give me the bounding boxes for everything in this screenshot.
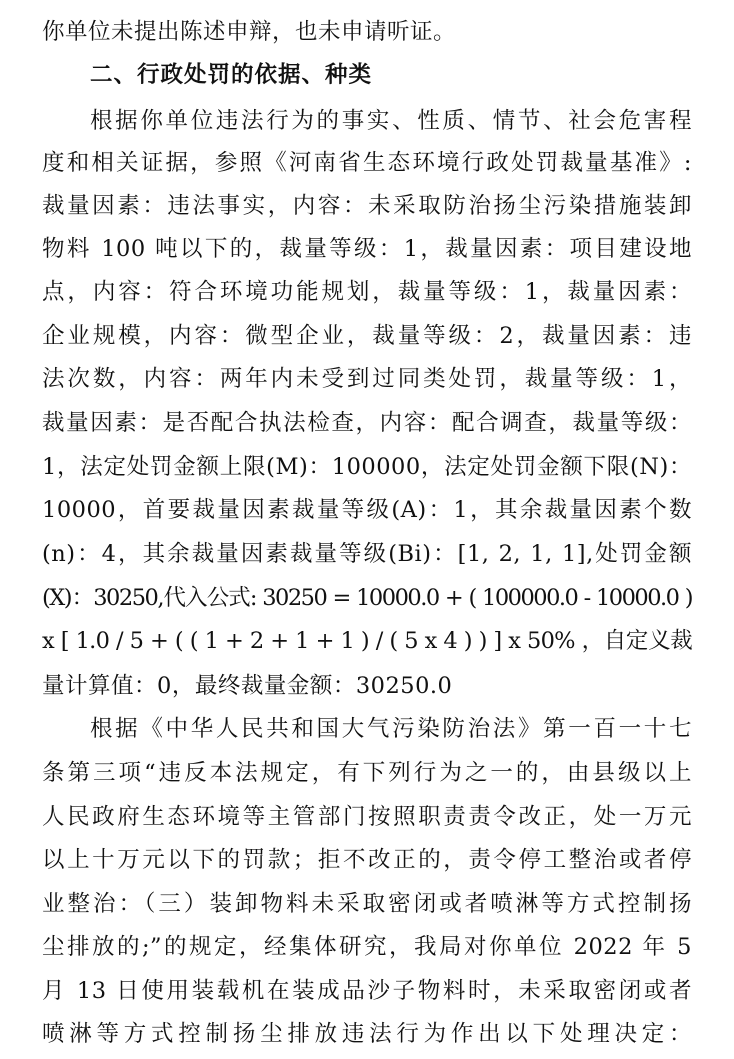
paragraph-line: 1，法定处罚金额上限(M)：100000，法定处罚金额下限(N)： <box>42 454 692 480</box>
paragraph-line: 度和相关证据，参照《河南省生态环境行政处罚裁量基准》: <box>42 150 692 176</box>
paragraph-line: 根据你单位违法行为的事实、性质、情节、社会危害程 <box>90 108 692 134</box>
paragraph-line: 喷淋等方式控制扬尘排放违法行为作出以下处理决定： <box>42 1021 692 1047</box>
paragraph-line: 量计算值：0，最终裁量金额：30250.0 <box>42 673 453 699</box>
paragraph-line: 物料 100 吨以下的，裁量等级：1，裁量因素：项目建设地 <box>42 236 692 262</box>
paragraph-line: 以上十万元以下的罚款；拒不改正的，责令停工整治或者停 <box>42 847 692 873</box>
paragraph-line: 裁量因素：是否配合执法检查，内容：配合调查，裁量等级： <box>42 410 692 436</box>
paragraph-line: 企业规模，内容：微型企业，裁量等级：2，裁量因素：违 <box>42 323 692 349</box>
section-heading: 二、行政处罚的依据、种类 <box>90 62 373 88</box>
paragraph-line: 10000，首要裁量因素裁量等级(A)：1，其余裁量因素个数 <box>42 497 692 523</box>
paragraph-line: 业整治：（三）装卸物料未采取密闭或者喷淋等方式控制扬 <box>42 891 692 917</box>
paragraph-line: 法次数，内容：两年内未受到过同类处罚，裁量等级：1， <box>42 366 692 392</box>
paragraph-line: 根据《中华人民共和国大气污染防治法》第一百一十七 <box>90 716 692 742</box>
paragraph-line: (n)：4，其余裁量因素裁量等级(Bi)：[1, 2, 1, 1],处罚金额 <box>42 541 692 567</box>
paragraph-line: 月 13 日使用装载机在装成品沙子物料时，未采取密闭或者 <box>42 978 692 1004</box>
paragraph-line: 你单位未提出陈述申辩，也未申请听证。 <box>42 19 457 45</box>
paragraph-line: 人民政府生态环境等主管部门按照职责责令改正，处一万元 <box>42 804 692 830</box>
paragraph-line: (X)：30250,代入公式: 30250 = 10000.0 + ( 100000.0 - 10000.0 ) <box>42 585 692 611</box>
paragraph-line: 点，内容：符合环境功能规划，裁量等级：1，裁量因素： <box>42 279 692 305</box>
paragraph-line: 条第三项“违反本法规定，有下列行为之一的，由县级以上 <box>42 760 692 786</box>
paragraph-line: x [ 1.0 / 5 + ( ( 1 + 2 + 1 + 1 ) / ( 5 x 4 ) ) ] x 50% ，自定义裁 <box>42 628 692 654</box>
paragraph-line: 裁量因素：违法事实，内容：未采取防治扬尘污染措施装卸 <box>42 193 692 219</box>
paragraph-line: 尘排放的;”的规定，经集体研究，我局对你单位 2022 年 5 <box>42 934 692 960</box>
